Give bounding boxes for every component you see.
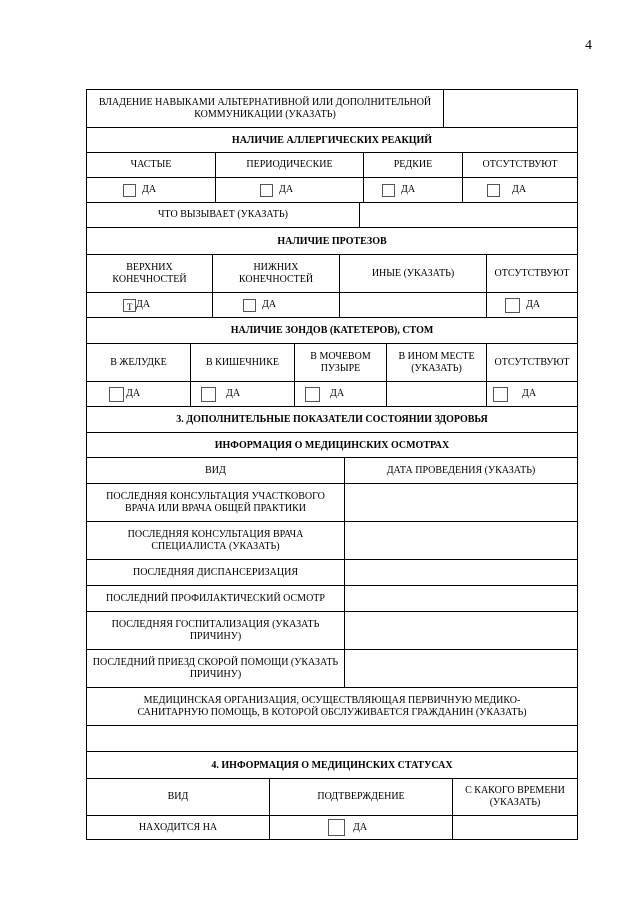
allergy-col-absent: ОТСУТСТВУЮТ (482, 159, 558, 170)
alt-comm-label: ВЛАДЕНИЕ НАВЫКАМИ АЛЬТЕРНАТИВНОЙ ИЛИ ДОПОЛНИТЕЛЬНОЙ КОММУНИКАЦИИ (УКАЗАТЬ) (87, 90, 444, 127)
probes-stomach-checkbox[interactable] (109, 387, 124, 402)
exam-date-hospital[interactable] (345, 612, 577, 649)
prosthesis-upper-mark: Т (127, 301, 133, 312)
allergy-cause-label: ЧТО ВЫЗЫВАЕТ (УКАЗАТЬ) (87, 203, 360, 227)
probes-other-input[interactable] (387, 382, 487, 406)
allergy-periodic-cell (216, 178, 364, 202)
status-confirm-checkbox[interactable] (328, 819, 345, 836)
prosthesis-checkbox-row (86, 293, 578, 318)
prosthesis-upper-checkbox[interactable] (123, 299, 136, 312)
allergy-cause-row (86, 203, 578, 228)
alt-comm-row (86, 89, 578, 128)
prosthesis-header: НАЛИЧИЕ ПРОТЕЗОВ (277, 235, 387, 247)
prosthesis-lower-yes: ДА (262, 299, 277, 310)
status-confirm-cell (270, 816, 453, 839)
allergy-frequent-cell (87, 178, 216, 202)
allergy-col-frequent: ЧАСТЫЕ (87, 153, 216, 177)
probes-col-absent: ОТСУТСТВУЮТ (494, 356, 570, 368)
exam-date-specialist[interactable] (345, 522, 577, 559)
probes-absent-yes: ДА (522, 388, 537, 399)
allergy-header-row (86, 128, 578, 153)
probes-stomach-yes: ДА (126, 388, 141, 399)
probes-intestine-yes: ДА (226, 388, 241, 399)
status-confirm-yes: ДА (353, 821, 368, 833)
status-col-since: С КАКОГО ВРЕМЕНИ (УКАЗАТЬ) (465, 785, 565, 808)
status-col-type: ВИД (87, 779, 270, 815)
probes-intestine-checkbox[interactable] (201, 387, 216, 402)
org-label: МЕДИЦИНСКАЯ ОРГАНИЗАЦИЯ, ОСУЩЕСТВЛЯЮЩАЯ ПЕРВИЧНУЮ МЕДИКО-САНИТАРНУЮ ПОМОЩЬ, В КОТОРОЙ ОБСЛУЖИВАЕТСЯ ГРАЖДАНИН (УКАЗАТЬ) (137, 694, 527, 718)
exam-date-ambulance[interactable] (345, 650, 577, 687)
probes-header: НАЛИЧИЕ ЗОНДОВ (КАТЕТЕРОВ), СТОМ (230, 325, 434, 336)
allergy-periodic-checkbox[interactable] (260, 184, 273, 197)
exam-row (86, 586, 578, 612)
probes-col-intestine: В КИШЕЧНИКЕ (191, 344, 295, 381)
allergy-rare-yes: ДА (401, 184, 416, 195)
exam-label-dispensary: ПОСЛЕДНЯЯ ДИСПАНСЕРИЗАЦИЯ (87, 560, 345, 585)
allergy-header: НАЛИЧИЕ АЛЛЕРГИЧЕСКИХ РЕАКЦИЙ (231, 134, 433, 146)
section4-header-row (86, 752, 578, 779)
exam-row (86, 560, 578, 586)
prosthesis-lower-cell (213, 293, 340, 317)
exams-col-type: ВИД (87, 458, 345, 483)
probes-stomach-cell (87, 382, 191, 406)
allergy-rare-checkbox[interactable] (382, 184, 395, 197)
allergy-checkbox-row (86, 178, 578, 203)
probes-bladder-checkbox[interactable] (305, 387, 320, 402)
probes-absent-cell (487, 382, 577, 406)
probes-intestine-cell (191, 382, 295, 406)
prosthesis-absent-checkbox[interactable] (505, 298, 520, 313)
prosthesis-upper-cell (87, 293, 213, 317)
status-label-1: НАХОДИТСЯ НА (87, 816, 270, 839)
probes-header-row (86, 318, 578, 344)
page-number: 4 (585, 38, 592, 53)
probes-absent-checkbox[interactable] (493, 387, 508, 402)
alt-comm-input[interactable] (444, 90, 577, 127)
probes-col-other: В ИНОМ МЕСТЕ (УКАЗАТЬ) (387, 344, 487, 381)
prosthesis-other-input[interactable] (340, 293, 487, 317)
exam-row (86, 612, 578, 650)
probes-columns-row (86, 344, 578, 382)
status-row (86, 816, 578, 840)
exam-label-preventive: ПОСЛЕДНИЙ ПРОФИЛАКТИЧЕСКИЙ ОСМОТР (87, 586, 345, 611)
org-input-row (86, 726, 578, 752)
exam-label-ambulance: ПОСЛЕДНИЙ ПРИЕЗД СКОРОЙ ПОМОЩИ (УКАЗАТЬ ПРИЧИНУ) (87, 650, 345, 687)
status-columns-row (86, 779, 578, 816)
allergy-absent-yes: ДА (512, 184, 527, 195)
health-form (86, 89, 578, 840)
allergy-frequent-yes: ДА (142, 184, 157, 195)
section3-header-row (86, 407, 578, 433)
exams-columns-row (86, 458, 578, 484)
allergy-absent-checkbox[interactable] (487, 184, 500, 197)
exam-label-hospital: ПОСЛЕДНЯЯ ГОСПИТАЛИЗАЦИЯ (УКАЗАТЬ ПРИЧИНУ) (87, 612, 345, 649)
exam-row (86, 650, 578, 688)
probes-col-bladder: В МОЧЕВОМ ПУЗЫРЕ (295, 344, 387, 381)
section3-header: 3. ДОПОЛНИТЕЛЬНЫЕ ПОКАЗАТЕЛИ СОСТОЯНИИ ЗДОРОВЬЯ (176, 414, 488, 425)
allergy-periodic-yes: ДА (279, 184, 294, 195)
status-col-confirm: ПОДТВЕРЖДЕНИЕ (270, 779, 453, 815)
prosthesis-absent-yes: ДА (526, 299, 541, 310)
allergy-col-rare: РЕДКИЕ (364, 153, 463, 177)
allergy-columns-row (86, 153, 578, 178)
prosthesis-lower-checkbox[interactable] (243, 299, 256, 312)
allergy-cause-input[interactable] (360, 203, 577, 227)
allergy-absent-cell (463, 178, 577, 202)
exam-row (86, 484, 578, 522)
exams-col-date: ДАТА ПРОВЕДЕНИЯ (УКАЗАТЬ) (386, 464, 536, 476)
exam-label-gp: ПОСЛЕДНЯЯ КОНСУЛЬТАЦИЯ УЧАСТКОВОГО ВРАЧА ИЛИ ВРАЧА ОБЩЕЙ ПРАКТИКИ (87, 484, 345, 521)
exam-date-preventive[interactable] (345, 586, 577, 611)
allergy-rare-cell (364, 178, 463, 202)
probes-checkbox-row (86, 382, 578, 407)
org-input[interactable] (87, 726, 577, 751)
prosthesis-upper-yes: ДА (136, 299, 151, 310)
probes-bladder-yes: ДА (330, 388, 345, 399)
prosthesis-absent-cell (487, 293, 577, 317)
section4-header: 4. ИНФОРМАЦИЯ О МЕДИЦИНСКИХ СТАТУСАХ (211, 759, 453, 771)
prosthesis-header-row (86, 228, 578, 255)
section3-subheader-row (86, 433, 578, 458)
prosthesis-col-absent: ОТСУТСТВУЮТ (494, 267, 570, 279)
exam-label-specialist: ПОСЛЕДНЯЯ КОНСУЛЬТАЦИЯ ВРАЧА СПЕЦИАЛИСТА (УКАЗАТЬ) (87, 522, 345, 559)
probes-bladder-cell (295, 382, 387, 406)
allergy-col-periodic: ПЕРИОДИЧЕСКИЕ (216, 153, 364, 177)
status-since-input[interactable] (453, 816, 577, 839)
probes-col-stomach: В ЖЕЛУДКЕ (87, 344, 191, 381)
allergy-frequent-checkbox[interactable] (123, 184, 136, 197)
prosthesis-columns-row (86, 255, 578, 293)
exam-row (86, 522, 578, 560)
exam-date-gp[interactable] (345, 484, 577, 521)
prosthesis-col-upper: ВЕРХНИХ КОНЕЧНОСТЕЙ (87, 255, 213, 292)
org-label-row (86, 688, 578, 726)
prosthesis-col-lower: НИЖНИХ КОНЕЧНОСТЕЙ (213, 255, 340, 292)
exam-date-dispensary[interactable] (345, 560, 577, 585)
prosthesis-col-other: ИНЫЕ (УКАЗАТЬ) (340, 255, 487, 292)
section3-subheader: ИНФОРМАЦИЯ О МЕДИЦИНСКИХ ОСМОТРАХ (214, 439, 450, 451)
